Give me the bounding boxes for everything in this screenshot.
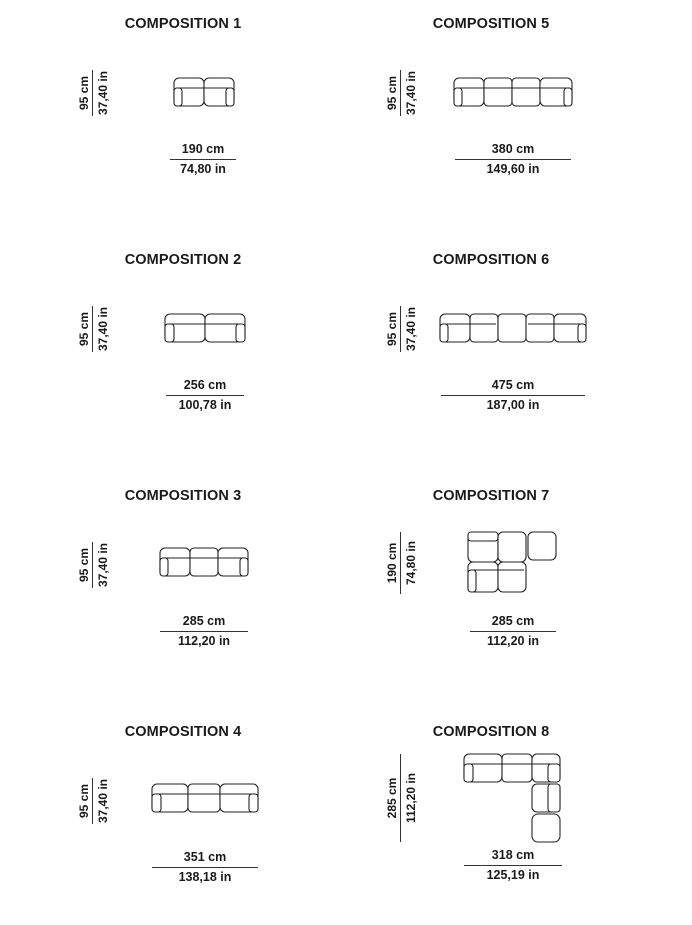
width-cm: 351 cm [183,850,227,864]
depth-dimension [72,302,112,356]
width-dimension [160,614,248,654]
width-cm: 380 cm [491,142,535,156]
width-in: 149,60 in [486,162,540,176]
sofa-plan-drawing [158,544,250,580]
composition-title: COMPOSITION 5 [432,16,550,32]
composition-2 [100,252,266,272]
width-cm: 285 cm [182,614,226,628]
width-dimension [152,850,258,890]
sofa-plan-drawing [462,752,564,844]
sofa-plan-drawing [466,530,560,594]
composition-title: COMPOSITION 6 [432,252,550,268]
composition-6 [408,252,574,272]
depth-cm: 95 cm [77,547,91,583]
depth-cm: 285 cm [385,777,399,819]
width-dimension [441,378,585,418]
width-dimension [455,142,571,182]
width-cm: 318 cm [491,848,535,862]
depth-in: 37,40 in [404,70,418,116]
sofa-plan-drawing [172,74,236,110]
width-in: 112,20 in [486,634,540,648]
composition-4 [100,724,266,744]
depth-cm: 95 cm [77,311,91,347]
composition-7 [408,488,574,508]
depth-dimension [380,752,420,844]
sofa-plan-drawing [150,780,260,816]
depth-cm: 95 cm [385,311,399,347]
depth-cm: 95 cm [77,783,91,819]
sofa-plan-drawing [163,310,247,346]
composition-title: COMPOSITION 2 [124,252,242,268]
width-cm: 256 cm [183,378,227,392]
depth-dimension [72,538,112,592]
width-dimension [464,848,562,888]
depth-in: 74,80 in [404,540,418,586]
composition-5 [408,16,574,36]
width-in: 100,78 in [178,398,232,412]
width-in: 138,18 in [178,870,232,884]
depth-in: 37,40 in [96,306,110,352]
composition-title: COMPOSITION 4 [124,724,242,740]
width-in: 74,80 in [180,162,226,176]
width-cm: 475 cm [491,378,535,392]
width-dimension [166,378,244,418]
width-in: 112,20 in [177,634,231,648]
composition-title: COMPOSITION 7 [432,488,550,504]
composition-8 [408,724,574,744]
depth-dimension [72,66,112,120]
width-cm: 190 cm [181,142,225,156]
width-dimension [470,614,556,654]
depth-dimension [380,66,420,120]
depth-dimension [380,302,420,356]
depth-in: 37,40 in [96,70,110,116]
depth-cm: 190 cm [385,542,399,584]
depth-dimension [72,774,112,828]
width-dimension [170,142,236,182]
composition-title: COMPOSITION 8 [432,724,550,740]
depth-in: 112,20 in [404,772,418,824]
depth-cm: 95 cm [385,75,399,111]
composition-3 [100,488,266,508]
depth-in: 37,40 in [404,306,418,352]
width-cm: 285 cm [491,614,535,628]
depth-in: 37,40 in [96,542,110,588]
width-in: 187,00 in [486,398,540,412]
composition-title: COMPOSITION 3 [124,488,242,504]
sofa-plan-drawing [438,310,588,346]
depth-dimension [380,530,420,596]
depth-in: 37,40 in [96,778,110,824]
composition-title: COMPOSITION 1 [124,16,242,32]
sofa-plan-drawing [452,74,574,110]
width-in: 125,19 in [486,868,540,882]
depth-cm: 95 cm [77,75,91,111]
